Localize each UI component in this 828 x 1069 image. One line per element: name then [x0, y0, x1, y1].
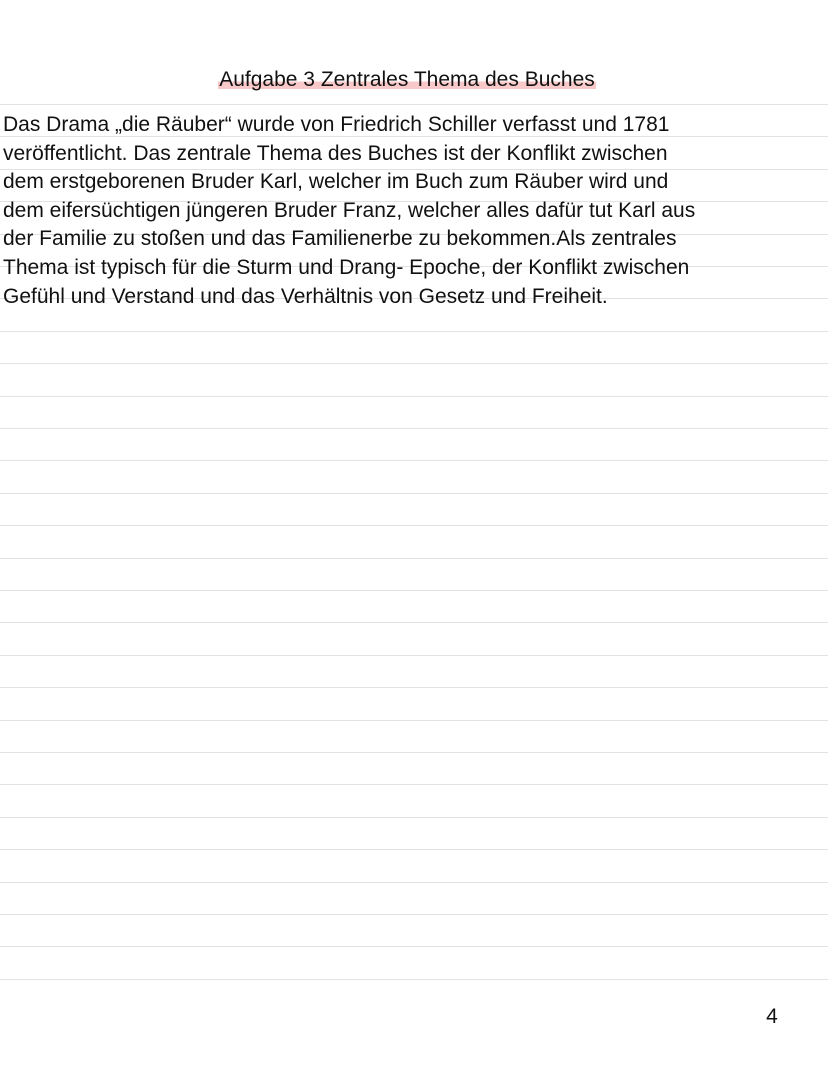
ruled-line — [0, 493, 828, 494]
ruled-line — [0, 331, 828, 332]
body-line: dem erstgeborenen Bruder Karl, welcher im Buch zum Räuber wird und — [3, 170, 669, 194]
ruled-line — [0, 817, 828, 818]
body-line: dem eifersüchtigen jüngeren Bruder Franz, welcher alles dafür tut Karl aus — [3, 198, 696, 222]
body-line: Gefühl und Verstand und das Verhältnis von Gesetz und Freiheit. — [3, 284, 608, 308]
ruled-line — [0, 460, 828, 461]
body-line: der Familie zu stoßen und das Familienerbe zu bekommen.Als zentrales — [3, 227, 677, 251]
ruled-line — [0, 979, 828, 980]
ruled-line — [0, 882, 828, 883]
ruled-line — [0, 914, 828, 915]
ruled-line — [0, 720, 828, 721]
body-line: Thema ist typisch für die Sturm und Drang- Epoche, der Konflikt zwischen — [3, 255, 690, 279]
ruled-line — [0, 687, 828, 688]
body-line: Das Drama „die Räuber“ wurde von Friedrich Schiller verfasst und 1781 — [3, 113, 670, 136]
ruled-line — [0, 655, 828, 656]
ruled-line — [0, 752, 828, 753]
ruled-line — [0, 363, 828, 364]
body-paragraph — [3, 111, 803, 311]
page-title-text: Aufgabe 3 Zentrales Thema des Buches — [219, 68, 595, 91]
ruled-line — [0, 590, 828, 591]
body-line: veröffentlicht. Das zentrale Thema des Buches ist der Konflikt zwischen — [3, 141, 668, 165]
ruled-line — [0, 849, 828, 850]
page-title — [0, 66, 814, 94]
ruled-line — [0, 525, 828, 526]
ruled-line — [0, 558, 828, 559]
page-number: 4 — [766, 1005, 778, 1028]
ruled-line — [0, 396, 828, 397]
ruled-line — [0, 784, 828, 785]
ruled-line — [0, 428, 828, 429]
ruled-line — [0, 946, 828, 947]
ruled-line — [0, 104, 828, 105]
ruled-line — [0, 622, 828, 623]
